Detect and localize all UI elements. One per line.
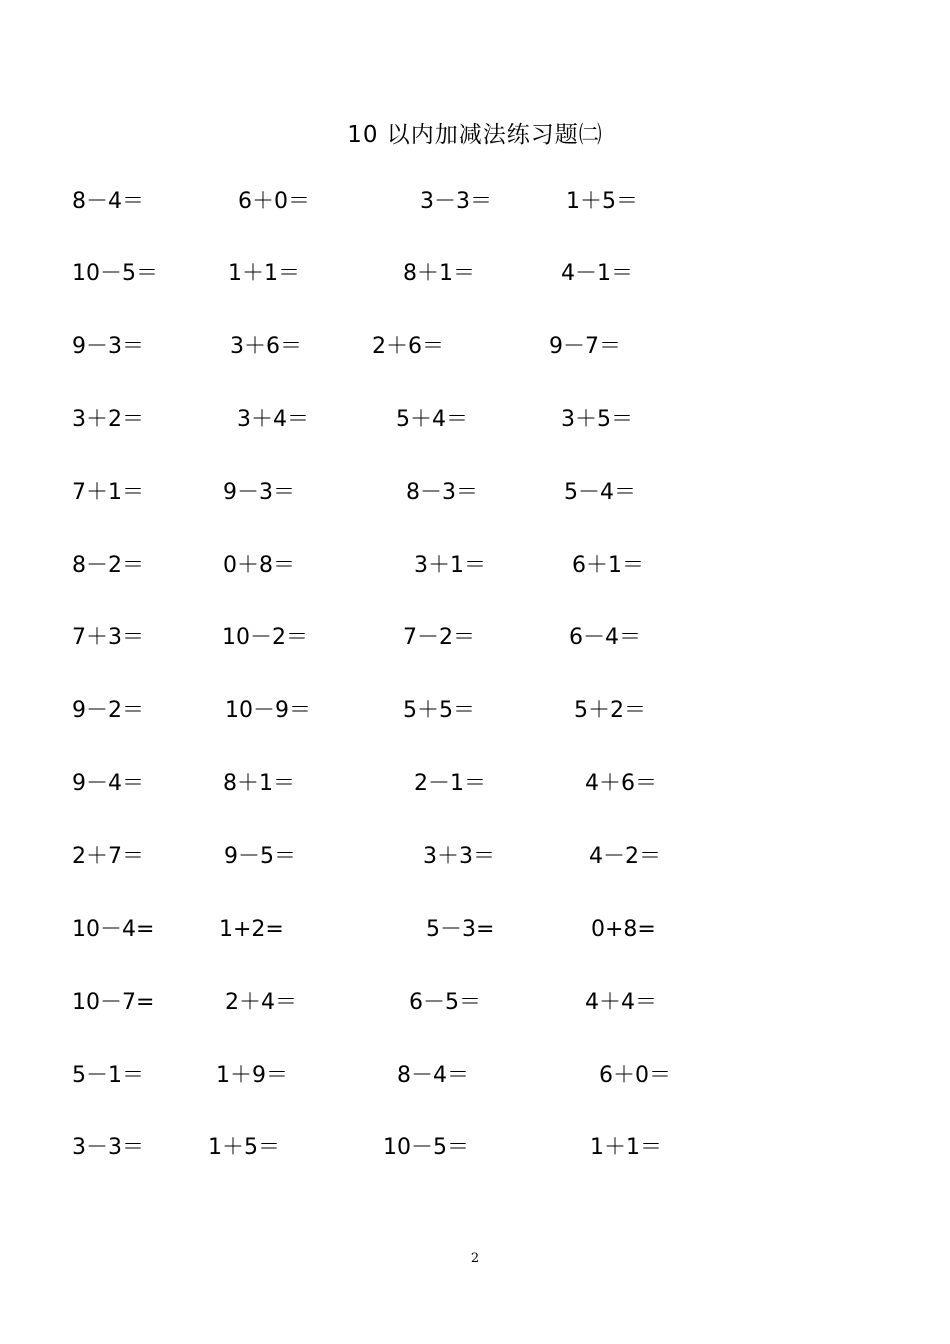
- math-problem: 10－2＝: [222, 625, 308, 650]
- math-problem: 6＋0＝: [599, 1063, 671, 1088]
- math-problem: 1+2=: [219, 917, 284, 942]
- math-problem: 2＋7＝: [72, 844, 144, 869]
- math-problem: 10－7=: [72, 990, 155, 1015]
- math-problem: 8＋1＝: [223, 771, 295, 796]
- math-problem: 8－3＝: [406, 480, 478, 505]
- math-problem: 3－3＝: [72, 1135, 144, 1160]
- math-problem: 2＋6＝: [372, 334, 444, 359]
- math-problem: 9－2＝: [72, 698, 144, 723]
- math-problem: 1＋1＝: [228, 261, 300, 286]
- math-problem: 9－5＝: [224, 844, 296, 869]
- math-problem: 10－4=: [72, 917, 155, 942]
- math-problem: 7＋1＝: [72, 480, 144, 505]
- math-problem: 10－9＝: [225, 698, 311, 723]
- math-problem: 4＋6＝: [585, 771, 657, 796]
- math-problem: 1＋9＝: [216, 1063, 288, 1088]
- math-problem: 9－7＝: [549, 334, 621, 359]
- math-problem: 5－3=: [426, 917, 495, 942]
- worksheet-title: 10 以内加减法练习题㈡: [347, 122, 603, 148]
- math-problem: 10－5＝: [72, 261, 158, 286]
- math-problem: 7＋3＝: [72, 625, 144, 650]
- math-problem: 8－2＝: [72, 553, 144, 578]
- math-problem: 0＋8＝: [223, 553, 295, 578]
- math-problem: 7－2＝: [403, 625, 475, 650]
- math-problem: 9－3＝: [72, 334, 144, 359]
- math-problem: 9－4＝: [72, 771, 144, 796]
- math-problem: 1＋1＝: [590, 1135, 662, 1160]
- math-problem: 4－1＝: [561, 261, 633, 286]
- math-problem: 6＋1＝: [572, 553, 644, 578]
- math-problem: 5＋4＝: [396, 407, 468, 432]
- math-problem: 6－4＝: [569, 625, 641, 650]
- math-problem: 3＋4＝: [237, 407, 309, 432]
- math-problem: 6－5＝: [409, 990, 481, 1015]
- math-problem: 3＋3＝: [423, 844, 495, 869]
- math-problem: 3＋5＝: [561, 407, 633, 432]
- math-problem: 3－3＝: [420, 189, 492, 214]
- math-problem: 2＋4＝: [225, 990, 297, 1015]
- math-problem: 3＋2＝: [72, 407, 144, 432]
- math-problem: 8＋1＝: [403, 261, 475, 286]
- math-problem: 3＋6＝: [230, 334, 302, 359]
- math-problem: 4＋4＝: [585, 990, 657, 1015]
- math-problem: 3＋1＝: [414, 553, 486, 578]
- math-problem: 9－3＝: [223, 480, 295, 505]
- math-problem: 6＋0＝: [238, 189, 310, 214]
- page-number: 2: [470, 1251, 480, 1266]
- math-problem: 1＋5＝: [566, 189, 638, 214]
- math-problem: 5－4＝: [564, 480, 636, 505]
- math-problem: 5－1＝: [72, 1063, 144, 1088]
- math-problem: 4－2＝: [589, 844, 661, 869]
- math-problem: 5＋5＝: [403, 698, 475, 723]
- math-problem: 0+8=: [591, 917, 656, 942]
- math-problem: 8－4＝: [397, 1063, 469, 1088]
- math-problem: 2－1＝: [414, 771, 486, 796]
- math-problem: 8－4＝: [72, 189, 144, 214]
- math-problem: 10－5＝: [383, 1135, 469, 1160]
- math-problem: 1＋5＝: [208, 1135, 280, 1160]
- math-problem: 5＋2＝: [574, 698, 646, 723]
